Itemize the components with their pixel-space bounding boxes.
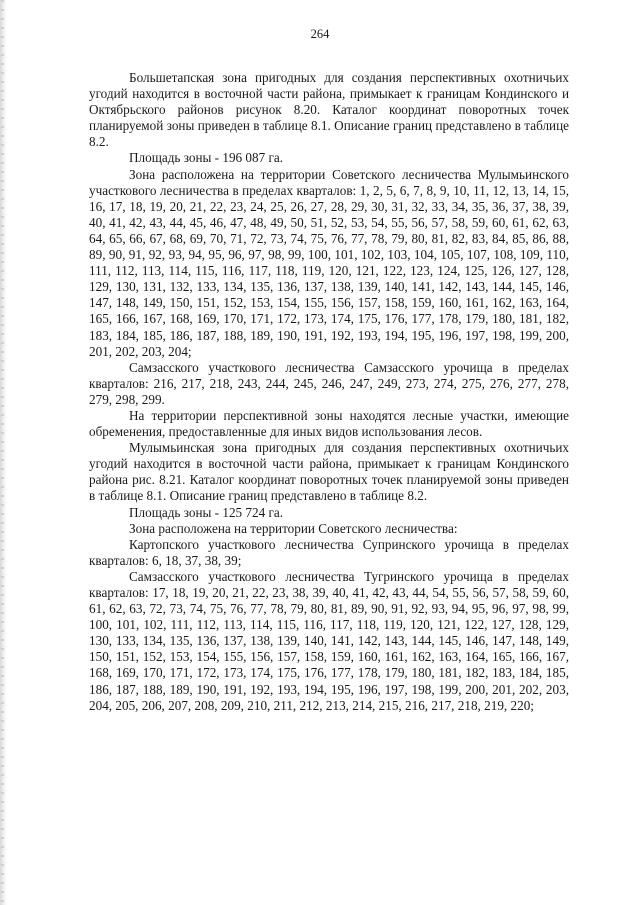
paragraph-kartop-quarters: Картопского участкового лесничества Супринского урочища в пределах кварталов: 6, 18, 37, 38, 39; <box>89 536 569 568</box>
document-body <box>89 70 569 714</box>
paragraph-mulymyinskaya-zone: Мулымьинская зона пригодных для создания перспективных охотничьих угодий находится в восточной части района, примыкает к границам Кондинского района рис. 8.21. Каталог координат поворотных точек планируемой зоны приведен в таблице 8.1. Описание границ представлено в таблице 8.2. <box>89 440 569 504</box>
paragraph-mulymya-quarters: Зона расположена на территории Советского лесничества Мулымьинского участкового лесничества в пределах кварталов: 1, 2, 5, 6, 7, 8, 9, 10, 11, 12, 13, 14, 15, 16, 17, 18, 19, 20, 21, 22, 23, 24, 25, 26, 27, 28, 29, 30, 31, 32, 33, 34, 35, 36, 37, 38, 39, 40, 41, 42, 43, 44, 45, 46, 47, 48, 49, 50, 51, 52, 53, 54, 55, 56, 57, 58, 59, 60, 61, 62, 63, 64, 65, 66, 67, 68, 69, 70, 71, 72, 73, 74, 75, 76, 77, 78, 79, 80, 81, 82, 83, 84, 85, 86, 88, 89, 90, 91, 92, 93, 94, 95, 96, 97, 98, 99, 100, 101, 102, 103, 104, 105, 107, 108, 109, 110, 111, 112, 113, 114, 115, 116, 117, 118, 119, 120, 121, 122, 123, 124, 125, 126, 127, 128, 129, 130, 131, 132, 133, 134, 135, 136, 137, 138, 139, 140, 141, 142, 143, 144, 145, 146, 147, 148, 149, 150, 151, 152, 153, 154, 155, 156, 157, 158, 159, 160, 161, 162, 163, 164, 165, 166, 167, 168, 169, 170, 171, 172, 173, 174, 175, 176, 177, 178, 179, 180, 181, 182, 183, 184, 185, 186, 187, 188, 189, 190, 191, 192, 193, 194, 195, 196, 197, 198, 199, 200, 201, 202, 203, 204; <box>89 166 569 359</box>
paragraph-encumbrances: На территории перспективной зоны находятся лесные участки, имеющие обременения, предоставленные для иных видов использования лесов. <box>89 407 569 440</box>
paragraph-bolshetapskaya-zone: Большетапская зона пригодных для создания перспективных охотничьих угодий находится в восточной части района, примыкает к границам Кондинского и Октябрьского районов рисунок 8.20. Каталог координат поворотных точек планируемой зоны приведен в таблице 8.1. Описание границ представлено в таблице 8.2. <box>89 70 569 150</box>
paragraph-samzas-quarters-1: Самзасского участкового лесничества Самзасского урочища в пределах кварталов: 216, 217, 218, 243, 244, 245, 246, 247, 249, 273, 274, 275, 276, 277, 278, 279, 298, 299. <box>89 359 569 407</box>
paragraph-samzas-quarters-2: Самзасского участкового лесничества Тугринского урочища в пределах кварталов: 17, 18, 19, 20, 21, 22, 23, 38, 39, 40, 41, 42, 43, 44, 54, 55, 56, 57, 58, 59, 60, 61, 62, 63, 72, 73, 74, 75, 76, 77, 78, 79, 80, 81, 89, 90, 91, 92, 93, 94, 95, 96, 97, 98, 99, 100, 101, 102, 111, 112, 113, 114, 115, 116, 117, 118, 119, 120, 121, 122, 127, 128, 129, 130, 133, 134, 135, 136, 137, 138, 139, 140, 141, 142, 143, 144, 145, 146, 147, 148, 149, 150, 151, 152, 153, 154, 155, 156, 157, 158, 159, 160, 161, 162, 163, 164, 165, 166, 167, 168, 169, 170, 171, 172, 173, 174, 175, 176, 177, 178, 179, 180, 181, 182, 183, 184, 185, 186, 187, 188, 189, 190, 191, 192, 193, 194, 195, 196, 197, 198, 199, 200, 201, 202, 203, 204, 205, 206, 207, 208, 209, 210, 211, 212, 213, 214, 215, 216, 217, 218, 219, 220; <box>89 568 569 713</box>
scan-binding-marks <box>1 0 4 905</box>
paragraph-zone-location: Зона расположена на территории Советского лесничества: <box>129 520 458 536</box>
page-number: 264 <box>310 27 330 41</box>
paragraph-zone-area-1: Площадь зоны - 196 087 га. <box>129 150 284 166</box>
paragraph-zone-area-2: Площадь зоны - 125 724 га. <box>129 504 284 520</box>
